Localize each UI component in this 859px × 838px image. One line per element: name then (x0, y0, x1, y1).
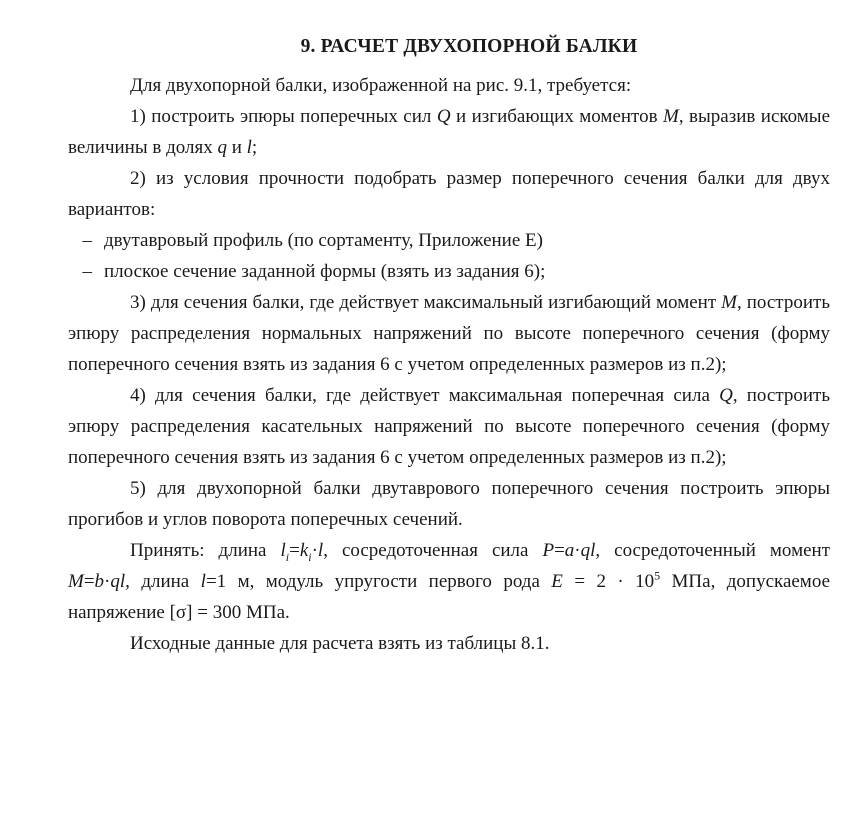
item-5-paragraph: 5) для двухопорной балки двутаврового поперечного сечения построить эпюры прогибов и углов поворота поперечных сечений. (68, 478, 830, 530)
item-4-paragraph: 4) для сечения балки, где действует максимальная поперечная сила Q, построить эпюру распределения касательных напряжений по высоте поперечного сечения (форму поперечного сечения взять из задания 6 с учетом определенных размеров из п.2); (68, 385, 830, 468)
bullet-dash: – (82, 261, 92, 282)
item-2-paragraph: 2) из условия прочности подобрать размер поперечного сечения балки для двух вариантов: (68, 168, 830, 220)
bullet-item-1 (68, 225, 830, 256)
item-3-paragraph: 3) для сечения балки, где действует максимальный изгибающий момент M, построить эпюру распределения нормальных напряжений по высоте поперечного сечения (форму поперечного сечения взять из задания 6 с учетом определенных размеров из п.2); (68, 292, 830, 375)
accept-paragraph: Принять: длина $l_i=k_i\cdot l$, сосредоточенная сила P=a·ql, сосредоточенный момент M=b·ql, длина l=1 м, модуль упругости первого рода $E = 2 \cdot 10^5$ МПа, допускаемое напряжение [σ] = 300 МПа. (68, 540, 830, 623)
section-title: 9. РАСЧЕТ ДВУХОПОРНОЙ БАЛКИ (300, 36, 638, 57)
bullet-text: двутавровый профиль (по сортаменту, Приложение Е) (104, 230, 543, 251)
bullet-dash: – (82, 230, 92, 251)
bullet-text: плоское сечение заданной формы (взять из задания 6); (104, 261, 546, 282)
item-1-paragraph: 1) построить эпюры поперечных сил Q и изгибающих моментов M, выразив искомые величины в долях q и l; (68, 106, 831, 158)
document-page (68, 36, 830, 659)
source-paragraph: Исходные данные для расчета взять из таблицы 8.1. (130, 633, 550, 654)
bullet-item-2 (68, 256, 830, 287)
intro-paragraph: Для двухопорной балки, изображенной на рис. 9.1, требуется: (130, 75, 632, 96)
